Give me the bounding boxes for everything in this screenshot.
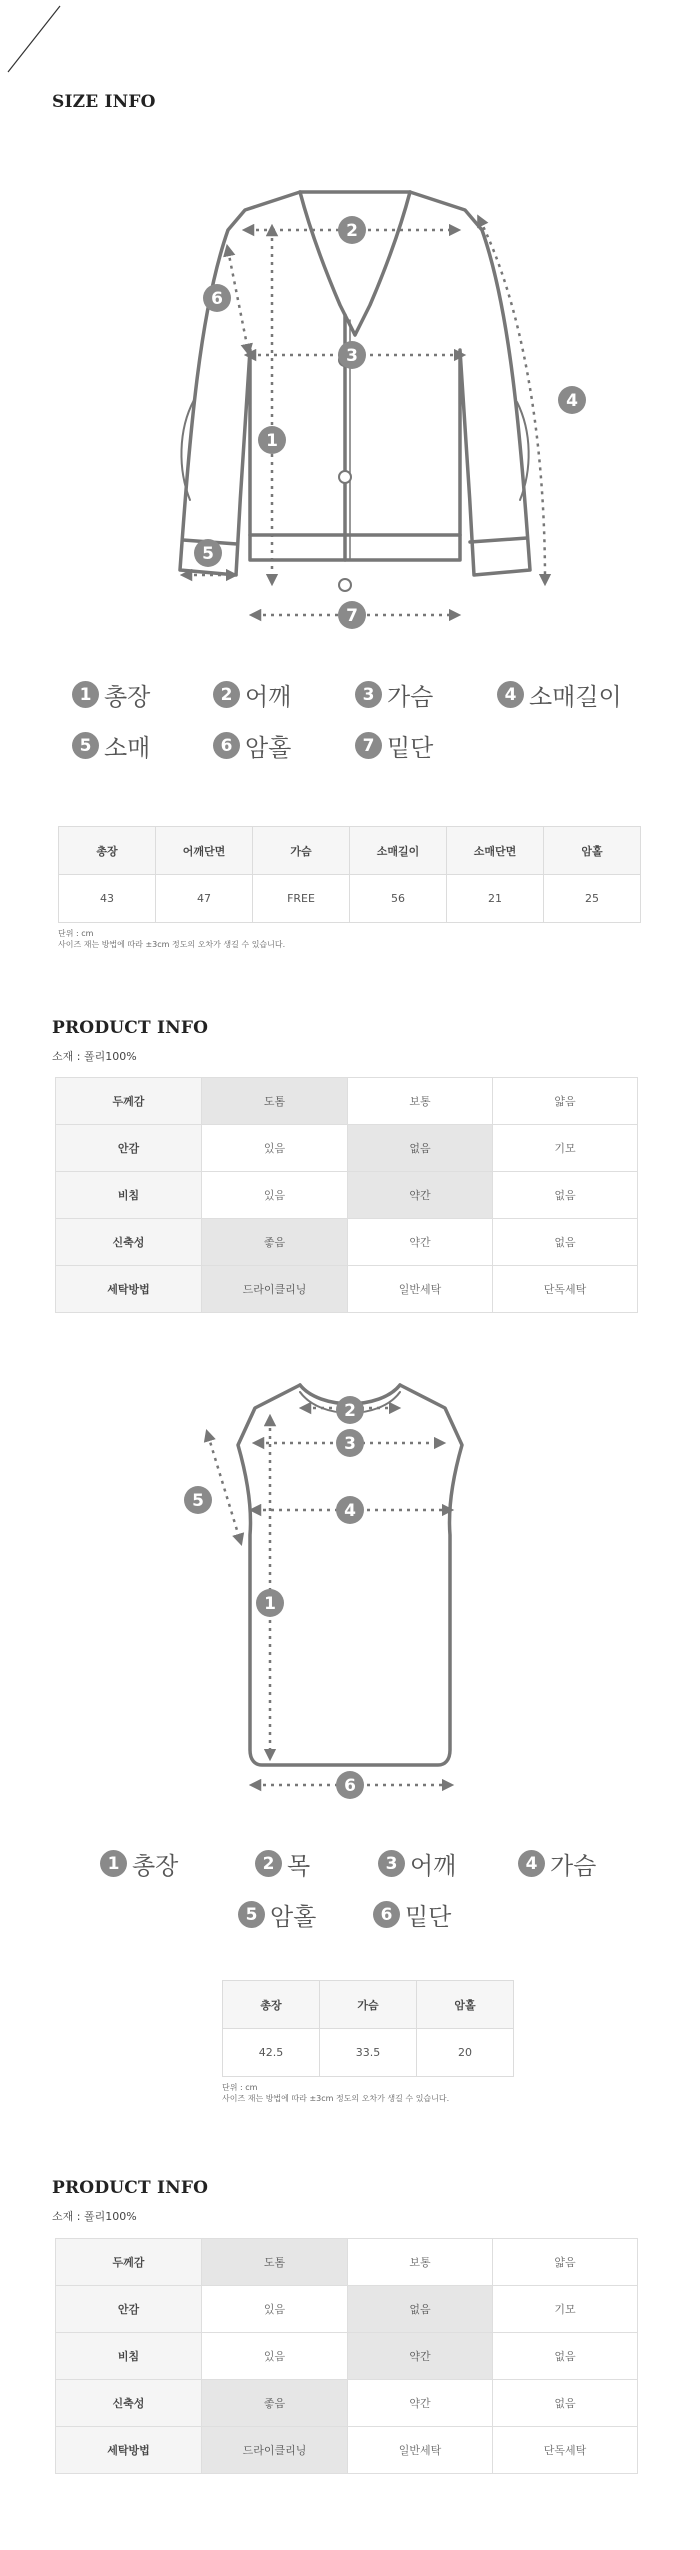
diagram-badge-5 <box>184 1486 212 1514</box>
legend-number: 5 <box>238 1901 265 1928</box>
product-info-title: PRODUCT INFO <box>52 1018 209 1038</box>
product-info-table <box>55 2238 638 2474</box>
svg-text:6: 6 <box>344 1776 356 1796</box>
option-cell: 단독세탁 <box>493 2427 638 2474</box>
unit-note: 단위 : cm <box>222 2083 258 2092</box>
svg-text:3: 3 <box>344 1434 356 1454</box>
svg-text:1: 1 <box>264 1594 276 1614</box>
table-header: 가슴 <box>320 1981 417 2029</box>
option-cell: 있음 <box>202 2333 348 2380</box>
diagram-badge-1 <box>258 426 286 454</box>
option-cell-selected: 도톰 <box>202 2239 348 2286</box>
row-label: 안감 <box>56 1125 202 1172</box>
svg-text:5: 5 <box>202 544 214 564</box>
diagram-badge-1 <box>256 1589 284 1617</box>
legend-label: 목 <box>287 1852 311 1880</box>
diagram-badge-2 <box>336 1396 364 1424</box>
legend-number: 2 <box>255 1850 282 1877</box>
option-cell: 없음 <box>493 2380 638 2427</box>
table-cell: 43 <box>59 875 156 923</box>
option-cell: 일반세탁 <box>348 1266 493 1313</box>
option-cell: 얇음 <box>493 1078 638 1125</box>
legend-label: 암홀 <box>270 1903 317 1931</box>
legend-item <box>378 1846 456 1881</box>
legend-number: 2 <box>213 681 240 708</box>
diagram-badge-6 <box>203 284 231 312</box>
option-cell: 얇음 <box>493 2239 638 2286</box>
option-cell-selected: 드라이클리닝 <box>202 2427 348 2474</box>
svg-text:2: 2 <box>344 1401 356 1421</box>
error-note: 사이즈 재는 방법에 따라 ±3cm 정도의 오차가 생길 수 있습니다. <box>58 940 286 949</box>
row-label: 안감 <box>56 2286 202 2333</box>
row-label: 신축성 <box>56 1219 202 1266</box>
table-cell: 47 <box>156 875 253 923</box>
diagram-badge-4 <box>558 386 586 414</box>
legend-number: 5 <box>72 732 99 759</box>
table-cell: 21 <box>447 875 544 923</box>
diagram-badge-7 <box>338 601 366 629</box>
row-label: 비침 <box>56 1172 202 1219</box>
table-cell: 20 <box>417 2029 514 2077</box>
legend-label: 어깨 <box>245 683 292 711</box>
table-row <box>56 2286 638 2333</box>
table-row <box>56 1172 638 1219</box>
table-header: 암홀 <box>544 827 641 875</box>
legend-label: 총장 <box>104 683 151 711</box>
row-label: 세탁방법 <box>56 1266 202 1313</box>
option-cell: 있음 <box>202 1125 348 1172</box>
size-note <box>58 928 285 950</box>
option-cell: 없음 <box>493 1219 638 1266</box>
row-label: 신축성 <box>56 2380 202 2427</box>
legend-label: 소매 <box>104 734 151 762</box>
row-label: 두께감 <box>56 2239 202 2286</box>
legend-number: 7 <box>355 732 382 759</box>
table-row <box>56 1078 638 1125</box>
table-cell: 25 <box>544 875 641 923</box>
legend-label: 소매길이 <box>529 683 622 711</box>
legend-label: 밑단 <box>387 734 434 762</box>
legend-label: 암홀 <box>245 734 292 762</box>
svg-text:1: 1 <box>266 431 278 451</box>
option-cell-selected: 없음 <box>348 1125 493 1172</box>
legend-item <box>497 677 622 712</box>
table-cell: 56 <box>350 875 447 923</box>
legend-number: 4 <box>497 681 524 708</box>
legend-label: 어깨 <box>410 1852 457 1880</box>
legend-item <box>255 1846 310 1881</box>
diagram-badge-4 <box>336 1496 364 1524</box>
table-cell: FREE <box>253 875 350 923</box>
svg-text:5: 5 <box>192 1491 204 1511</box>
legend-item <box>213 728 291 763</box>
size-table <box>58 826 641 923</box>
table-cell: 42.5 <box>223 2029 320 2077</box>
table-cell: 33.5 <box>320 2029 417 2077</box>
svg-text:4: 4 <box>566 391 578 411</box>
legend-number: 3 <box>355 681 382 708</box>
option-cell-selected: 약간 <box>348 1172 493 1219</box>
option-cell-selected: 도톰 <box>202 1078 348 1125</box>
svg-text:4: 4 <box>344 1501 356 1521</box>
option-cell: 기모 <box>493 2286 638 2333</box>
option-cell: 없음 <box>493 1172 638 1219</box>
option-cell: 약간 <box>348 2380 493 2427</box>
table-row <box>56 1219 638 1266</box>
cardigan-diagram <box>0 170 700 640</box>
option-cell-selected: 드라이클리닝 <box>202 1266 348 1313</box>
legend-item <box>100 1846 178 1881</box>
product-info-title: PRODUCT INFO <box>52 2178 209 2198</box>
diagram-badge-3 <box>338 341 366 369</box>
table-row <box>56 1266 638 1313</box>
option-cell-selected: 좋음 <box>202 2380 348 2427</box>
diagram-badge-3 <box>336 1429 364 1457</box>
size-table <box>222 1980 514 2077</box>
legend-label: 가슴 <box>387 683 434 711</box>
table-header: 총장 <box>59 827 156 875</box>
legend-item <box>238 1897 316 1932</box>
table-row <box>56 2427 638 2474</box>
diagram-badge-2 <box>338 216 366 244</box>
svg-text:2: 2 <box>346 221 358 241</box>
option-cell: 일반세탁 <box>348 2427 493 2474</box>
legend-item <box>355 728 433 763</box>
table-header: 총장 <box>223 1981 320 2029</box>
legend-item <box>518 1846 596 1881</box>
option-cell-selected: 없음 <box>348 2286 493 2333</box>
legend-item <box>373 1897 451 1932</box>
option-cell: 단독세탁 <box>493 1266 638 1313</box>
legend-number: 1 <box>72 681 99 708</box>
table-row <box>56 2380 638 2427</box>
vest-diagram <box>0 1370 700 1810</box>
row-label: 세탁방법 <box>56 2427 202 2474</box>
corner-slash-decoration <box>0 0 70 80</box>
material-text: 소재 : 폴리100% <box>52 1050 137 1063</box>
material-text: 소재 : 폴리100% <box>52 2210 137 2223</box>
legend-label: 총장 <box>132 1852 179 1880</box>
table-row <box>56 2239 638 2286</box>
option-cell: 있음 <box>202 1172 348 1219</box>
legend-number: 1 <box>100 1850 127 1877</box>
table-header: 암홀 <box>417 1981 514 2029</box>
row-label: 두께감 <box>56 1078 202 1125</box>
svg-text:3: 3 <box>346 346 358 366</box>
legend-item <box>355 677 433 712</box>
error-note: 사이즈 재는 방법에 따라 ±3cm 정도의 오차가 생길 수 있습니다. <box>222 2094 450 2103</box>
row-label: 비침 <box>56 2333 202 2380</box>
option-cell-selected: 약간 <box>348 2333 493 2380</box>
option-cell: 없음 <box>493 2333 638 2380</box>
option-cell: 약간 <box>348 1219 493 1266</box>
legend-item <box>72 677 150 712</box>
legend-number: 6 <box>213 732 240 759</box>
table-header: 소매길이 <box>350 827 447 875</box>
legend-number: 4 <box>518 1850 545 1877</box>
table-header: 어깨단면 <box>156 827 253 875</box>
option-cell: 보통 <box>348 1078 493 1125</box>
unit-note: 단위 : cm <box>58 929 94 938</box>
legend-item <box>213 677 291 712</box>
size-info-title: SIZE INFO <box>52 92 156 112</box>
legend-number: 6 <box>373 1901 400 1928</box>
option-cell: 보통 <box>348 2239 493 2286</box>
size-note <box>222 2082 449 2104</box>
diagram-badge-5 <box>194 539 222 567</box>
table-row <box>56 1125 638 1172</box>
svg-text:7: 7 <box>346 606 358 626</box>
table-row <box>56 2333 638 2380</box>
table-header: 가슴 <box>253 827 350 875</box>
legend-number: 3 <box>378 1850 405 1877</box>
table-header: 소매단면 <box>447 827 544 875</box>
product-info-table <box>55 1077 638 1313</box>
legend-label: 밑단 <box>405 1903 452 1931</box>
svg-text:6: 6 <box>211 289 223 309</box>
diagram-badge-6 <box>336 1771 364 1799</box>
option-cell: 기모 <box>493 1125 638 1172</box>
option-cell-selected: 좋음 <box>202 1219 348 1266</box>
legend-item <box>72 728 150 763</box>
legend-label: 가슴 <box>550 1852 597 1880</box>
option-cell: 있음 <box>202 2286 348 2333</box>
